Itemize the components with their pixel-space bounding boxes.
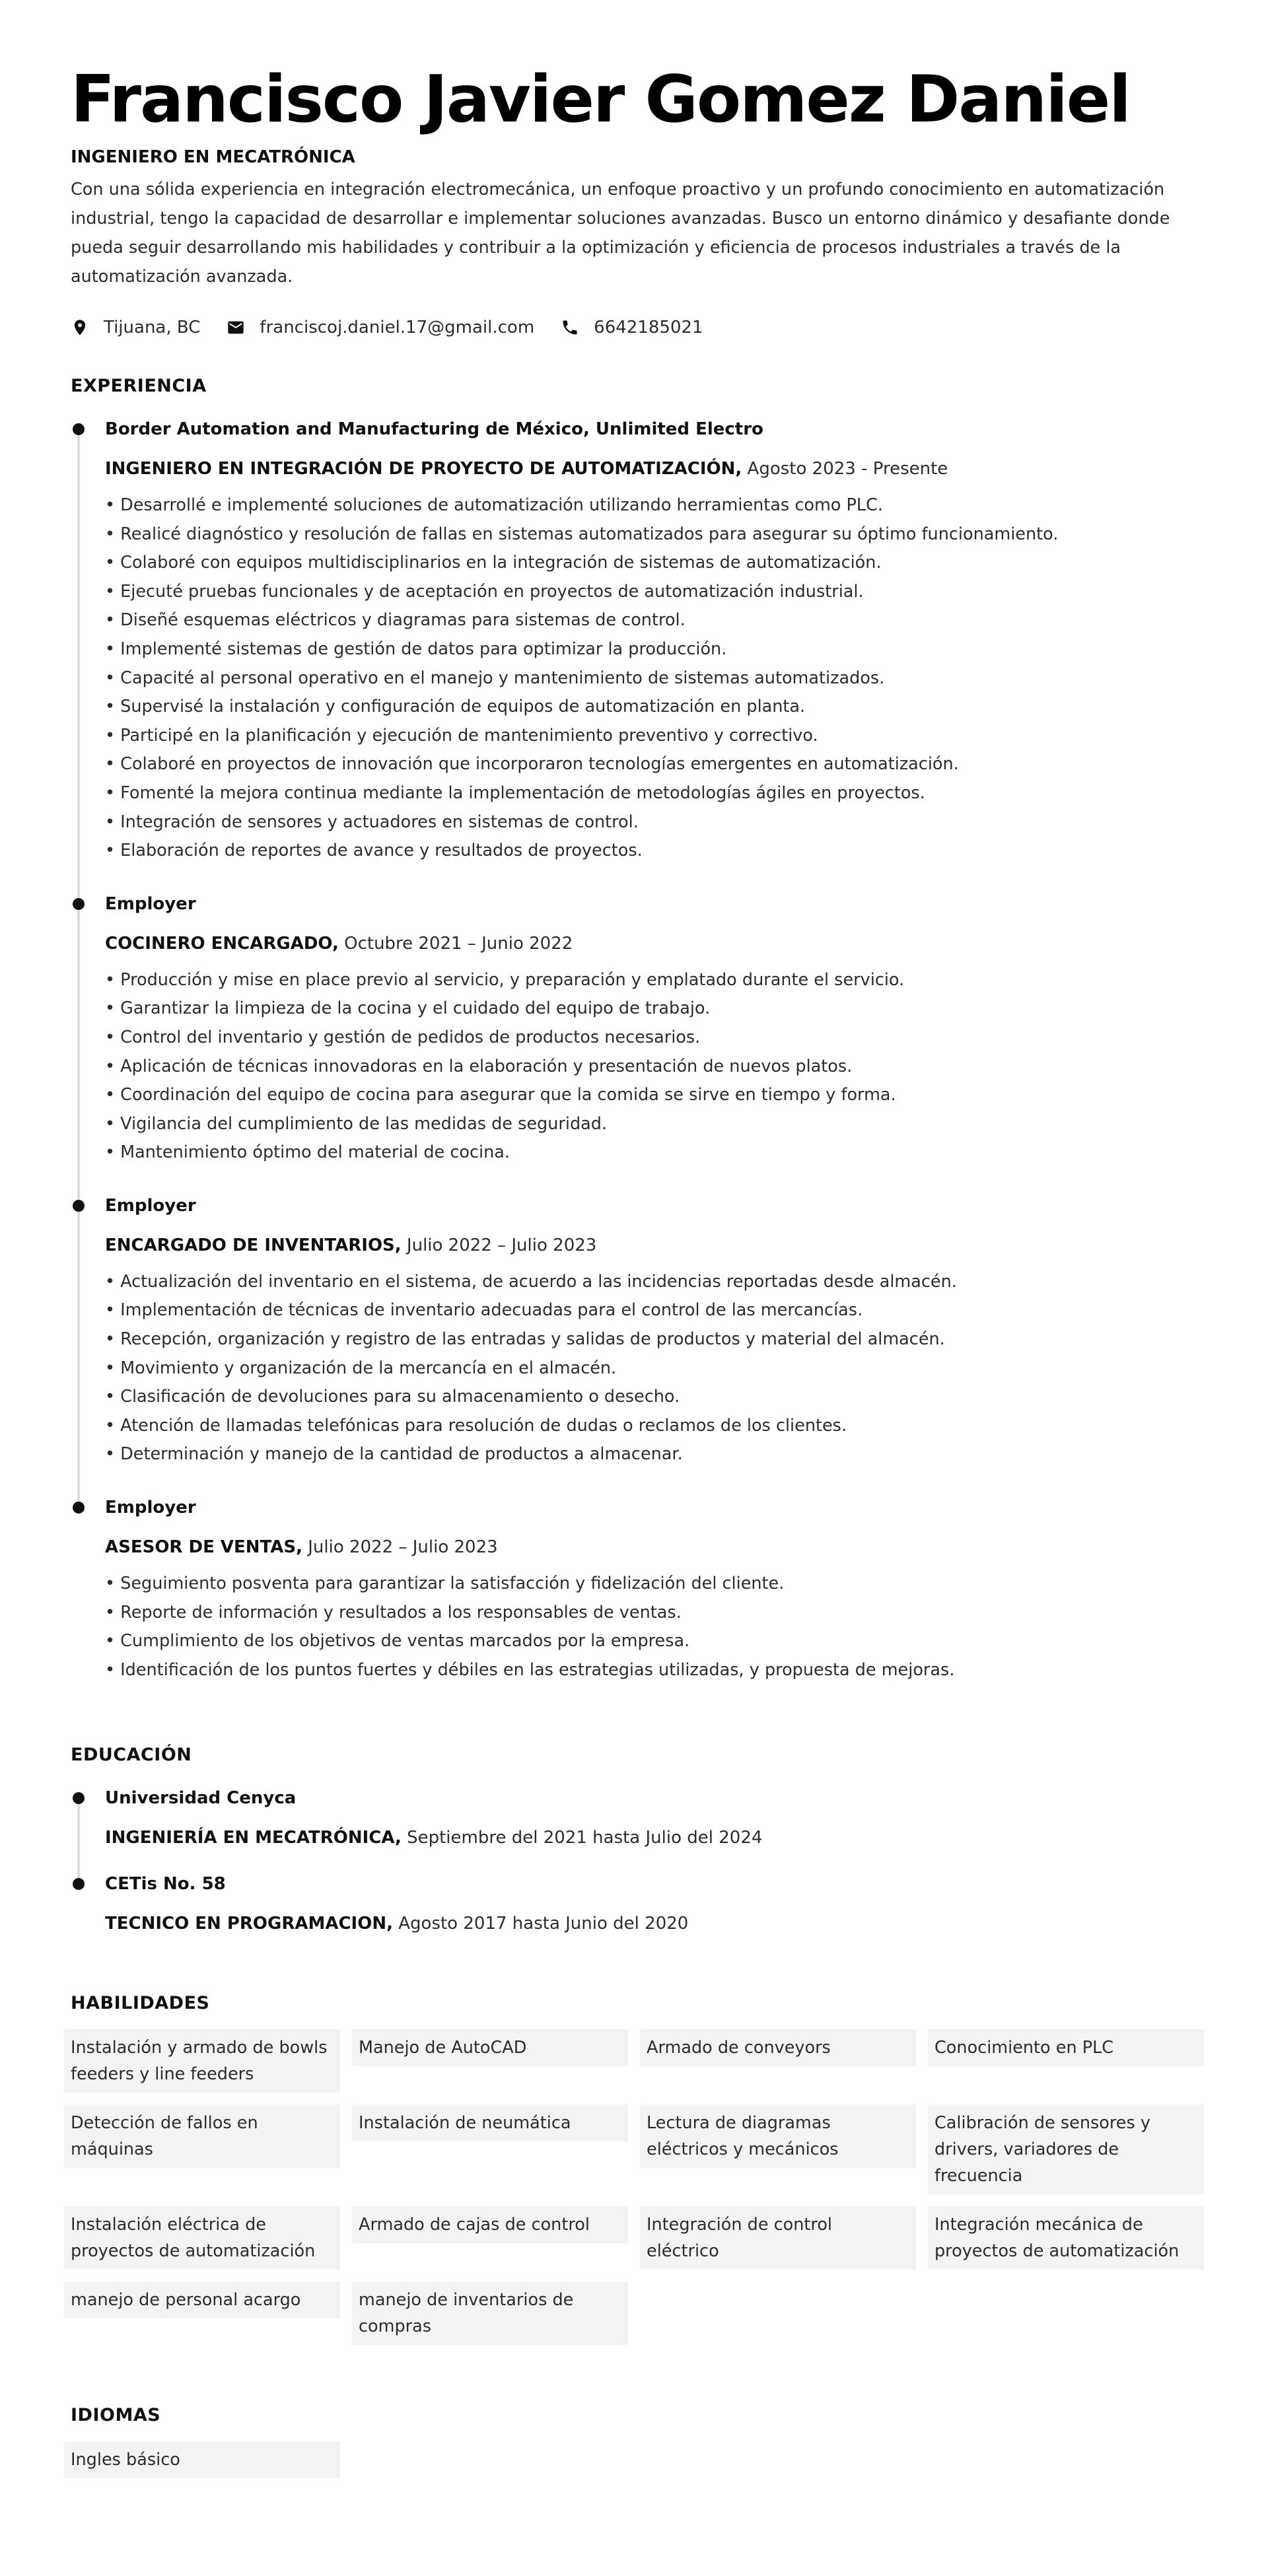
contact-phone[interactable] — [561, 318, 703, 337]
bullet-list — [105, 491, 1197, 866]
contact-email[interactable] — [227, 318, 534, 337]
bullet-item: • Clasificación de devoluciones para su almacenamiento o desecho. — [105, 1387, 680, 1407]
bullet-list — [105, 1570, 1197, 1685]
degree-dates: Agosto 2017 hasta Junio del 2020 — [392, 1914, 689, 1934]
skill-tag: Instalación eléctrica de proyectos de automatización — [64, 2206, 340, 2270]
timeline-dot — [73, 898, 85, 910]
bullet-item: • Control del inventario y gestión de pedidos de productos necesarios. — [105, 1027, 701, 1047]
job-title: ASESOR DE VENTAS, — [105, 1537, 302, 1558]
skills-grid — [64, 2029, 1211, 2345]
skill-tag: Lectura de diagramas eléctricos y mecánicos — [640, 2105, 916, 2168]
education-entry — [71, 1786, 1197, 1850]
candidate-role: INGENIERO EN MECATRÓNICA — [71, 147, 355, 167]
education-heading: EDUCACIÓN — [71, 1745, 192, 1766]
bullet-item: • Atención de llamadas telefónicas para resolución de dudas o reclamos de los clientes. — [105, 1415, 847, 1436]
bullet-item: • Elaboración de reportes de avance y resultados de proyectos. — [105, 841, 643, 861]
experience-heading: EXPERIENCIA — [71, 376, 207, 396]
phone-icon — [561, 318, 579, 337]
skill-tag: Detección de fallos en máquinas — [64, 2105, 340, 2168]
language-tag: Ingles básico — [64, 2441, 340, 2478]
bullet-item: • Actualización del inventario en el sistema, de acuerdo a las incidencias reportadas desde almacén. — [105, 1271, 957, 1292]
contact-bar — [71, 314, 1197, 341]
bullet-item: • Seguimiento posventa para garantizar la satisfacción y fidelización del cliente. — [105, 1574, 785, 1594]
bullet-item: • Recepción, organización y registro de las entradas y salidas de productos y material del almacén. — [105, 1329, 945, 1350]
experience-timeline — [71, 417, 1197, 1685]
bullet-list — [105, 966, 1197, 1167]
bullet-item: • Cumplimiento de los objetivos de ventas marcados por la empresa. — [105, 1631, 690, 1652]
bullet-item: • Garantizar la limpieza de la cocina y el cuidado del equipo de trabajo. — [105, 998, 711, 1019]
timeline-dot — [73, 1200, 85, 1212]
degree-line — [105, 1912, 1197, 1935]
location-pin-icon — [71, 318, 89, 337]
skill-tag: Integración de control eléctrico — [640, 2206, 916, 2270]
bullet-list — [105, 1268, 1197, 1469]
bullet-item: • Colaboré con equipos multidisciplinarios en la integración de sistemas de automatización. — [105, 553, 882, 573]
job-line — [105, 1234, 1197, 1257]
contact-location — [71, 318, 200, 337]
skill-tag: Conocimiento en PLC — [928, 2029, 1204, 2066]
bullet-item: • Implementación de técnicas de inventario adecuadas para el control de las mercancías. — [105, 1300, 863, 1321]
degree-dates: Septiembre del 2021 hasta Julio del 2024 — [401, 1828, 763, 1848]
job-title: INGENIERO EN INTEGRACIÓN DE PROYECTO DE AUTOMATIZACIÓN, — [105, 459, 742, 479]
skills-heading: HABILIDADES — [71, 1993, 210, 2014]
experience-entry — [71, 1496, 1197, 1685]
timeline-dot — [73, 1878, 85, 1890]
bullet-item: • Implementé sistemas de gestión de datos para optimizar la producción. — [105, 639, 727, 659]
bullet-item: • Supervisé la instalación y configuración de equipos de automatización en planta. — [105, 697, 806, 717]
job-line — [105, 457, 1197, 481]
skill-tag: Integración mecánica de proyectos de automatización — [928, 2206, 1204, 2270]
bullet-item: • Determinación y manejo de la cantidad de productos a almacenar. — [105, 1444, 683, 1465]
skill-tag: manejo de inventarios de compras — [352, 2281, 628, 2345]
skill-tag: Calibración de sensores y drivers, variadores de frecuencia — [928, 2105, 1204, 2194]
bullet-item: • Integración de sensores y actuadores en sistemas de control. — [105, 812, 639, 832]
job-dates: Octubre 2021 – Junio 2022 — [338, 933, 573, 954]
mail-icon — [227, 318, 245, 337]
education-timeline — [71, 1786, 1197, 1935]
skill-tag: Manejo de AutoCAD — [352, 2029, 628, 2066]
bullet-item: • Identificación de los puntos fuertes y débiles en las estrategias utilizadas, y propuesta de mejoras. — [105, 1659, 955, 1680]
bullet-item: • Mantenimiento óptimo del material de cocina. — [105, 1142, 510, 1163]
school-name: CETis No. 58 — [105, 1874, 226, 1895]
candidate-name: Francisco Javier Gomez Daniel — [71, 62, 1130, 137]
bullet-item: • Diseñé esquemas eléctricos y diagramas para sistemas de control. — [105, 610, 686, 631]
skill-tag: Armado de cajas de control — [352, 2206, 628, 2243]
bullet-item: • Fomenté la mejora continua mediante la implementación de metodologías ágiles en proyectos. — [105, 783, 925, 803]
location-text: Tijuana, BC — [104, 318, 201, 337]
bullet-item: • Realicé diagnóstico y resolución de fallas en sistemas automatizados para asegurar su óptimo funcionamiento. — [105, 524, 1059, 544]
phone-text[interactable]: 6642185021 — [594, 318, 703, 337]
degree-title: INGENIERÍA EN MECATRÓNICA, — [105, 1828, 402, 1848]
bullet-item: • Vigilancia del cumplimiento de las medidas de seguridad. — [105, 1113, 608, 1134]
job-line — [105, 1535, 1197, 1559]
job-title: COCINERO ENCARGADO, — [105, 933, 339, 954]
employer-name: Employer — [105, 1498, 196, 1518]
employer-name: Employer — [105, 893, 196, 914]
job-title: ENCARGADO DE INVENTARIOS, — [105, 1235, 402, 1255]
bullet-item: • Desarrollé e implementé soluciones de automatización utilizando herramientas como PLC. — [105, 495, 883, 515]
skill-tag: Armado de conveyors — [640, 2029, 916, 2066]
bullet-item: • Aplicación de técnicas innovadoras en la elaboración y presentación de nuevos platos. — [105, 1056, 853, 1076]
job-dates: Agosto 2023 - Presente — [742, 459, 948, 479]
bullet-item: • Ejecuté pruebas funcionales y de aceptación en proyectos de automatización industrial. — [105, 581, 864, 602]
employer-name: Employer — [105, 1195, 196, 1216]
timeline-dot — [73, 1792, 85, 1804]
timeline-dot — [73, 1502, 85, 1514]
bullet-item: • Producción y mise en place previo al servicio, y preparación y emplatado durante el servicio. — [105, 969, 905, 990]
experience-entry — [71, 1194, 1197, 1469]
email-text[interactable]: franciscoj.daniel.17@gmail.com — [260, 318, 535, 337]
education-entry — [71, 1872, 1197, 1935]
bullet-item: • Movimiento y organización de la mercancía en el almacén. — [105, 1358, 617, 1378]
employer-name: Border Automation and Manufacturing de México, Unlimited Electro — [105, 419, 763, 439]
job-line — [105, 932, 1197, 956]
bullet-item: • Colaboré en proyectos de innovación que incorporaron tecnologías emergentes en automatización. — [105, 754, 959, 775]
bullet-item: • Capacité al personal operativo en el manejo y mantenimiento de sistemas automatizados. — [105, 668, 885, 688]
job-dates: Julio 2022 – Julio 2023 — [401, 1235, 597, 1255]
skill-tag: Instalación y armado de bowls feeders y line feeders — [64, 2029, 340, 2093]
languages-heading: IDIOMAS — [71, 2405, 161, 2426]
job-dates: Julio 2022 – Julio 2023 — [302, 1537, 498, 1558]
profile-summary: Con una sólida experiencia en integración electromecánica, un enfoque proactivo y un profundo conocimiento en automatización industrial, tengo la capacidad de desarrollar e implementar soluciones avanzadas. Busco un entorno dinámico y desafiante donde pueda seguir desarrollando mis habilidades y contribuir a la optimización y eficiencia de procesos industriales a través de la automatización avanzada. — [71, 180, 1170, 287]
school-name: Universidad Cenyca — [105, 1788, 297, 1809]
skill-tag: manejo de personal acargo — [64, 2281, 340, 2318]
languages-list — [64, 2441, 340, 2478]
degree-title: TECNICO EN PROGRAMACION, — [105, 1914, 393, 1934]
degree-line — [105, 1826, 1197, 1850]
timeline-dot — [73, 423, 85, 435]
bullet-item: • Coordinación del equipo de cocina para asegurar que la comida se sirve en tiempo y forma. — [105, 1085, 896, 1105]
bullet-item: • Participé en la planificación y ejecución de mantenimiento preventivo y correctivo. — [105, 725, 818, 746]
experience-entry — [71, 892, 1197, 1167]
experience-entry — [71, 417, 1197, 866]
bullet-item: • Reporte de información y resultados a los responsables de ventas. — [105, 1602, 682, 1622]
skill-tag: Instalación de neumática — [352, 2105, 628, 2141]
